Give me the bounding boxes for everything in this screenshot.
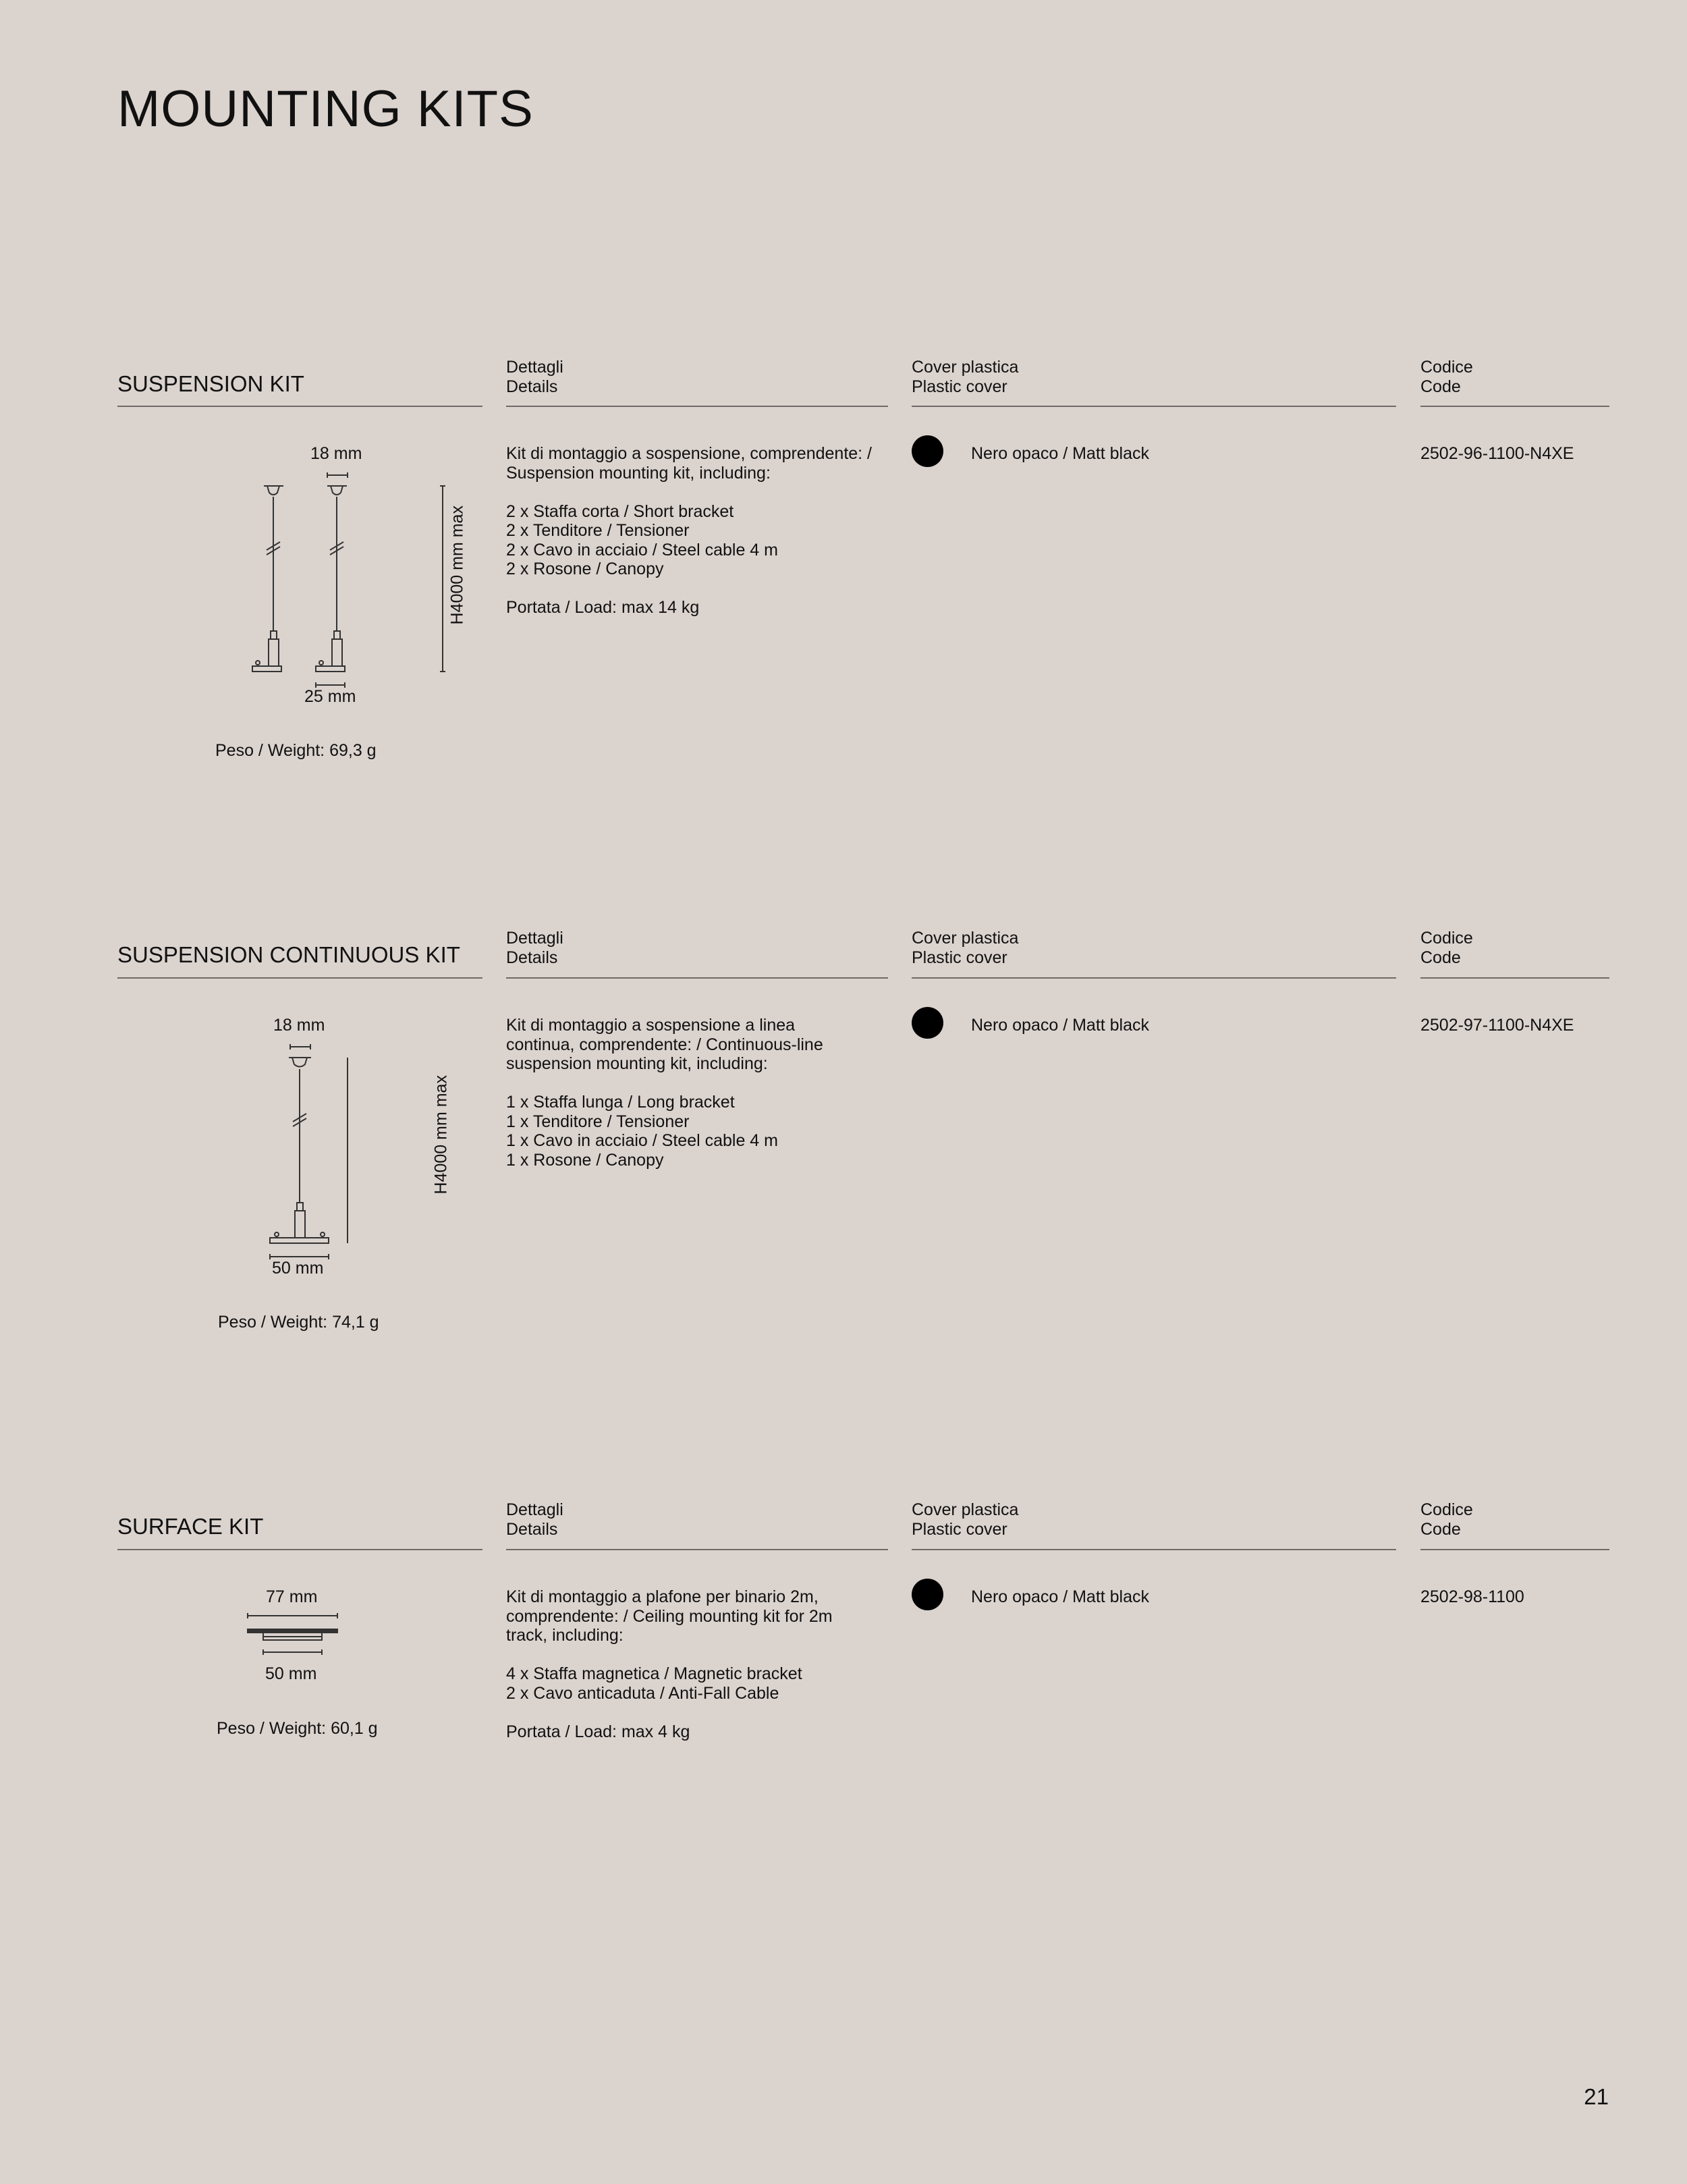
dimension-bottom: 25 mm	[304, 687, 356, 706]
details-header	[506, 358, 563, 397]
code-header	[1420, 929, 1473, 968]
code-header-en: Code	[1420, 1520, 1461, 1539]
weight-label: Peso / Weight: 60,1 g	[217, 1719, 378, 1738]
divider	[1420, 406, 1609, 407]
dimension-bottom: 50 mm	[272, 1259, 324, 1278]
dimension-height: H4000 mm max	[431, 1075, 451, 1195]
divider	[912, 1549, 1396, 1550]
code-header-en: Code	[1420, 377, 1461, 396]
divider	[912, 977, 1396, 979]
cover-finish: Nero opaco / Matt black	[971, 444, 1150, 463]
divider	[1420, 977, 1609, 979]
dimension-bottom: 50 mm	[265, 1664, 317, 1683]
details-header	[506, 929, 563, 968]
divider	[506, 406, 888, 407]
divider	[117, 406, 482, 407]
kit-title: SUSPENSION KIT	[117, 371, 304, 396]
kit-title: SURFACE KIT	[117, 1514, 264, 1539]
suspension-kit-drawing	[243, 466, 472, 668]
divider	[912, 406, 1396, 407]
suspension-kit-section	[0, 351, 1687, 783]
details-header	[506, 1500, 563, 1539]
cover-header-en: Plastic cover	[912, 1520, 1007, 1539]
weight-label: Peso / Weight: 74,1 g	[218, 1313, 379, 1332]
details-header-en: Details	[506, 1520, 558, 1539]
code-header-it: Codice	[1420, 929, 1473, 948]
product-code: 2502-96-1100-N4XE	[1420, 444, 1574, 463]
suspension-continuous-kit-drawing	[263, 1037, 358, 1240]
surface-kit-section	[0, 1494, 1687, 1764]
details-text: Kit di montaggio a sospensione a linea continua, comprendente: / Continuous-line suspension mounting kit, including: 1 x Staffa lunga / Long bracket 1 x Tenditore / Tensioner 1 x Cavo in acciaio / Steel cable 4 m 1 x Rosone / Canopy	[506, 1016, 823, 1170]
divider	[117, 1549, 482, 1550]
dimension-top: 77 mm	[266, 1587, 318, 1606]
dimension-top: 18 mm	[310, 444, 362, 463]
cover-finish: Nero opaco / Matt black	[971, 1587, 1150, 1606]
cover-header	[912, 929, 1018, 968]
details-header-en: Details	[506, 377, 558, 396]
dimension-height: H4000 mm max	[447, 506, 467, 625]
cover-header	[912, 358, 1018, 397]
details-header-it: Dettagli	[506, 1500, 563, 1519]
divider	[117, 977, 482, 979]
page-number: 21	[1584, 2084, 1609, 2109]
cover-header	[912, 1500, 1018, 1539]
cover-header-it: Cover plastica	[912, 358, 1019, 377]
matt-black-swatch	[912, 1579, 943, 1610]
divider	[506, 977, 888, 979]
cover-header-en: Plastic cover	[912, 377, 1007, 396]
details-header-en: Details	[506, 948, 558, 967]
product-code: 2502-97-1100-N4XE	[1420, 1016, 1574, 1035]
details-text: Kit di montaggio a plafone per binario 2m, comprendente: / Ceiling mounting kit for 2m track, including: 4 x Staffa magnetica / Magnetic bracket 2 x Cavo anticaduta / Anti-Fall Cable Portata / Load: max 4 kg	[506, 1587, 833, 1741]
code-header-en: Code	[1420, 948, 1461, 967]
details-header-it: Dettagli	[506, 929, 563, 948]
page-title: MOUNTING KITS	[117, 80, 534, 138]
cover-header-it: Cover plastica	[912, 1500, 1019, 1519]
divider	[506, 1549, 888, 1550]
cover-header-en: Plastic cover	[912, 948, 1007, 967]
details-header-it: Dettagli	[506, 358, 563, 377]
divider	[1420, 1549, 1609, 1550]
code-header-it: Codice	[1420, 358, 1473, 377]
code-header	[1420, 358, 1473, 397]
dimension-top: 18 mm	[273, 1016, 325, 1035]
kit-title: SUSPENSION CONTINUOUS KIT	[117, 942, 460, 967]
matt-black-swatch	[912, 1007, 943, 1039]
suspension-continuous-kit-section	[0, 923, 1687, 1355]
cover-finish: Nero opaco / Matt black	[971, 1016, 1150, 1035]
code-header-it: Codice	[1420, 1500, 1473, 1519]
matt-black-swatch	[912, 435, 943, 467]
weight-label: Peso / Weight: 69,3 g	[215, 741, 377, 760]
code-header	[1420, 1500, 1473, 1539]
details-text: Kit di montaggio a sospensione, comprendente: / Suspension mounting kit, including: 2 x Staffa corta / Short bracket 2 x Tenditore / Tensioner 2 x Cavo in acciaio / Steel cable 4 m 2 x Rosone / Canopy Portata / Load: max 14 kg	[506, 444, 873, 617]
cover-header-it: Cover plastica	[912, 929, 1019, 948]
product-code: 2502-98-1100	[1420, 1587, 1524, 1606]
surface-kit-drawing	[243, 1609, 344, 1670]
